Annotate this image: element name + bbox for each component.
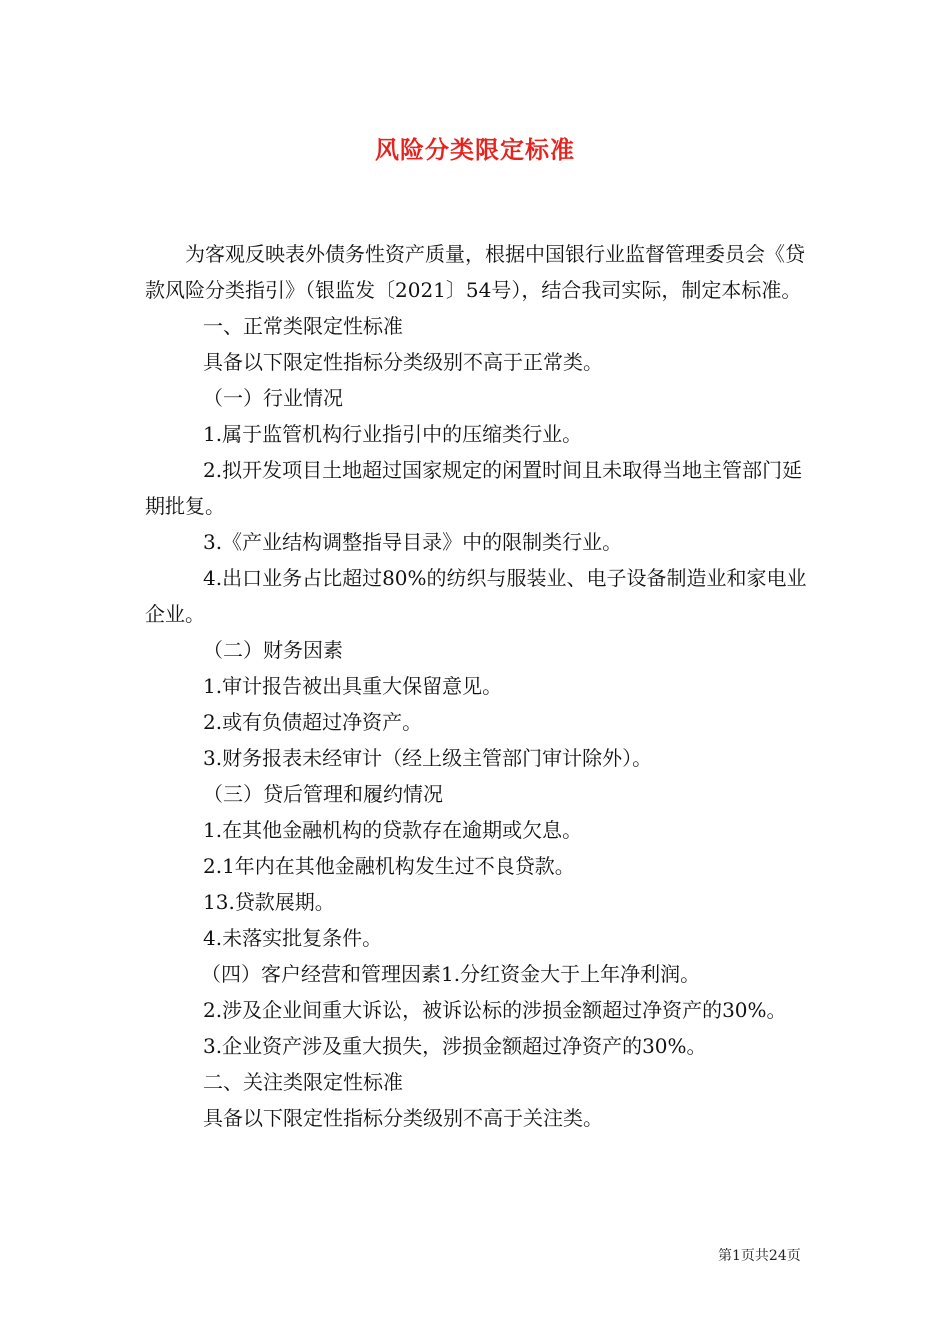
list-item: 1.在其他金融机构的贷款存在逾期或欠息。 <box>203 818 583 842</box>
list-item: 2.或有负债超过净资产。 <box>203 710 423 734</box>
section-heading-1: 一、正常类限定性标准 <box>203 314 403 338</box>
list-item: 2.涉及企业间重大诉讼，被诉讼标的涉损金额超过净资产的30%。 <box>203 998 787 1022</box>
list-item: 3.《产业结构调整指导目录》中的限制类行业。 <box>203 530 623 554</box>
subsection-heading: （一）行业情况 <box>203 386 343 410</box>
list-item: 3.企业资产涉及重大损失，涉损金额超过净资产的30%。 <box>203 1034 707 1058</box>
list-item: 2.1年内在其他金融机构发生过不良贷款。 <box>203 854 575 878</box>
subsection-heading: （四）客户经营和管理因素1.分红资金大于上年净利润。 <box>201 962 701 986</box>
list-item: 1.审计报告被出具重大保留意见。 <box>203 674 503 698</box>
paragraph: 具备以下限定性指标分类级别不高于关注类。 <box>203 1106 603 1130</box>
subsection-heading: （三）贷后管理和履约情况 <box>203 782 443 806</box>
list-item: 4.出口业务占比超过80%的纺织与服装业、电子设备制造业和家电业企业。 <box>145 566 807 626</box>
page-number: 第1页共24页 <box>718 1248 801 1264</box>
document-body <box>145 236 807 1136</box>
list-item: 3.财务报表未经审计（经上级主管部门审计除外）。 <box>203 746 653 770</box>
intro-paragraph: 为客观反映表外债务性资产质量，根据中国银行业监督管理委员会《贷款风险分类指引》（银监发〔2021〕54号），结合我司实际，制定本标准。 <box>145 242 805 302</box>
list-item: 13.贷款展期。 <box>203 890 335 914</box>
list-item: 1.属于监管机构行业指引中的压缩类行业。 <box>203 422 583 446</box>
list-item: 2.拟开发项目土地超过国家规定的闲置时间且未取得当地主管部门延期批复。 <box>145 458 803 518</box>
subsection-heading: （二）财务因素 <box>203 638 343 662</box>
section-heading-2: 二、关注类限定性标准 <box>203 1070 403 1094</box>
document-title: 风险分类限定标准 <box>375 135 575 164</box>
paragraph: 具备以下限定性指标分类级别不高于正常类。 <box>203 350 603 374</box>
list-item: 4.未落实批复条件。 <box>203 926 383 950</box>
